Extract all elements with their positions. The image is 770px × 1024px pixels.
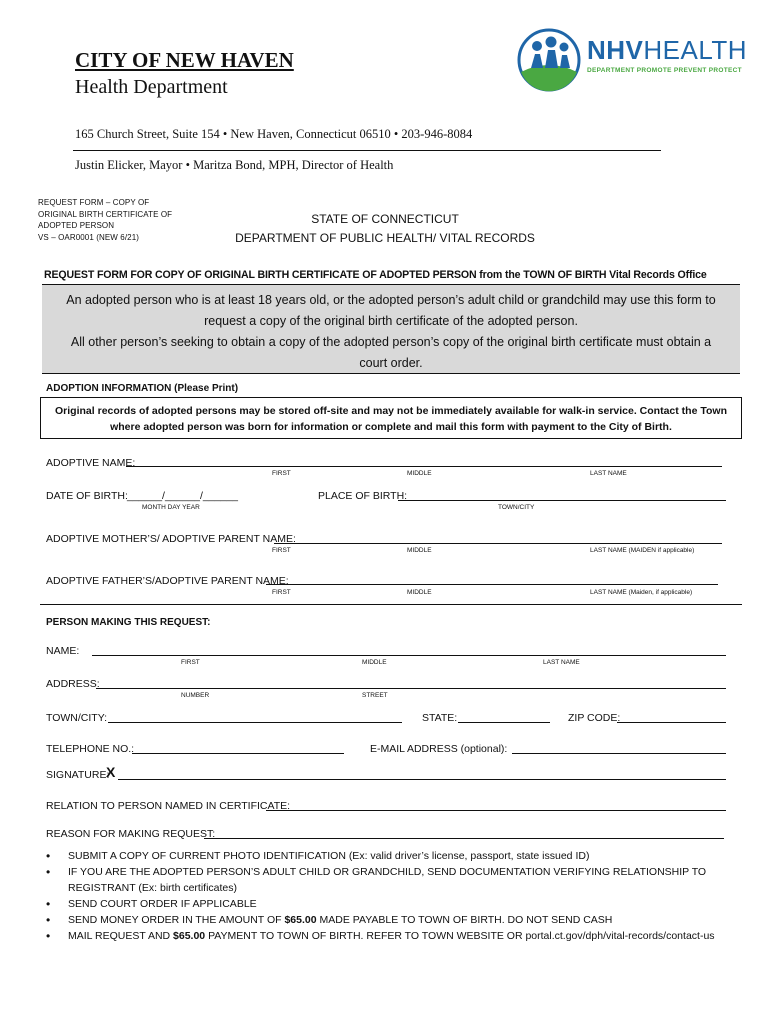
- form-meta-line: ORIGINAL BIRTH CERTIFICATE OF: [38, 209, 173, 219]
- date-of-birth-field[interactable]: ______/______/______: [127, 490, 238, 502]
- instruction-item: • SUBMIT A COPY OF CURRENT PHOTO IDENTIFICATION (Ex: valid driver’s license, passport, state issued ID): [46, 848, 746, 864]
- requester-zip-label: ZIP CODE:: [568, 712, 621, 724]
- logo-emblem-icon: [515, 28, 585, 92]
- requester-phone-field[interactable]: [132, 753, 344, 754]
- adoptive-mother-field[interactable]: [274, 543, 722, 544]
- address-number-sub: NUMBER: [181, 692, 210, 699]
- father-first-sub: FIRST: [272, 589, 291, 596]
- requester-town-field[interactable]: [108, 722, 402, 723]
- mother-last-sub: LAST NAME (MAIDEN if applicable): [590, 547, 695, 554]
- money-order-text-end: MADE PAYABLE TO TOWN OF BIRTH. DO NOT SEND CASH: [316, 914, 613, 926]
- mail-request-text: MAIL REQUEST AND: [68, 930, 174, 942]
- father-last-sub: LAST NAME (Maiden, if applicable): [590, 589, 693, 596]
- city-name: CITY OF NEW HAVEN: [75, 48, 294, 72]
- notice-box: [42, 284, 740, 374]
- requester-state-label: STATE:: [422, 712, 458, 724]
- adoption-info-box: Original records of adopted persons may be stored off-site and may not be immediately available for walk-in service. Contact the Town where adopted person was born for information or complete and mail this form with payment to the City of Birth.: [40, 397, 742, 439]
- adoptive-father-label: ADOPTIVE FATHER’S/ADOPTIVE PARENT NAME:: [46, 575, 289, 587]
- instruction-item: [46, 912, 746, 928]
- instruction-item: • IF YOU ARE THE ADOPTED PERSON’S ADULT CHILD OR GRANDCHILD, SEND DOCUMENTATION VERIFYING RELATIONSHIP TO REGISTRANT (Ex: birth certificates): [46, 864, 746, 896]
- mail-request-text-end: PAYMENT TO TOWN OF BIRTH. REFER TO TOWN WEBSITE OR portal.ct.gov/dph/vital-records/contact-us: [205, 930, 715, 942]
- form-meta-line: REQUEST FORM – COPY OF: [38, 198, 150, 207]
- state-heading-line1: STATE OF CONNECTICUT: [311, 212, 459, 226]
- requester-last-sub: LAST NAME: [543, 659, 580, 666]
- requester-heading: PERSON MAKING THIS REQUEST:: [46, 617, 211, 628]
- requester-first-sub: FIRST: [181, 659, 200, 666]
- adoptive-name-label: ADOPTIVE NAME:: [46, 457, 136, 469]
- place-of-birth-sub: TOWN/CITY: [498, 504, 535, 511]
- mother-middle-sub: MIDDLE: [407, 547, 432, 554]
- section-divider: [40, 604, 742, 605]
- requester-name-label: NAME:: [46, 645, 80, 657]
- requester-name-field[interactable]: [92, 655, 726, 656]
- form-meta-line: ADOPTED PERSON: [38, 221, 115, 230]
- state-heading: [200, 210, 570, 248]
- requester-email-field[interactable]: [512, 753, 726, 754]
- form-meta: [38, 197, 172, 243]
- notice-paragraph-2: All other person’s seeking to obtain a copy of the adopted person’s copy of the original birth certificate must obtain a court order.: [70, 335, 712, 370]
- requester-email-label: E-MAIL ADDRESS (optional):: [370, 743, 508, 755]
- notice-paragraph-1: An adopted person who is at least 18 years old, or the adopted person’s adult child or grandchild may use this form to request a copy of the original birth certificate of the adopted person.: [66, 293, 716, 328]
- header-officials: Justin Elicker, Mayor • Maritza Bond, MPH, Director of Health: [75, 158, 394, 172]
- logo-name-light: HEALTH: [643, 35, 748, 65]
- money-order-text: SEND MONEY ORDER IN THE AMOUNT OF: [68, 914, 285, 926]
- requester-address-label: ADDRESS:: [46, 678, 100, 690]
- address-street-sub: STREET: [362, 692, 388, 699]
- nhv-health-logo: [515, 28, 755, 92]
- money-order-amount: $65.00: [284, 914, 317, 926]
- adoptive-middle-sub: MIDDLE: [407, 470, 432, 477]
- requester-state-field[interactable]: [458, 722, 550, 723]
- instructions-list: [46, 848, 746, 944]
- requester-address-field[interactable]: [96, 688, 726, 689]
- reason-label: REASON FOR MAKING REQUEST:: [46, 828, 216, 840]
- relation-label: RELATION TO PERSON NAMED IN CERTIFICATE:: [46, 800, 291, 812]
- reason-field[interactable]: [204, 838, 724, 839]
- adoption-info-heading: ADOPTION INFORMATION (Please Print): [46, 383, 239, 394]
- date-of-birth-label: DATE OF BIRTH:: [46, 490, 128, 502]
- requester-phone-label: TELEPHONE NO.:: [46, 743, 135, 755]
- logo-tagline: DEPARTMENT PROMOTE PREVENT PROTECT: [587, 67, 742, 74]
- department-name: Health Department: [75, 76, 228, 98]
- mail-request-amount: $65.00: [173, 930, 206, 942]
- header-divider: [73, 150, 661, 151]
- adoptive-name-field[interactable]: [126, 466, 722, 467]
- requester-zip-field[interactable]: [617, 722, 726, 723]
- signature-field[interactable]: [118, 779, 726, 780]
- adoptive-last-sub: LAST NAME: [590, 470, 627, 477]
- form-meta-line: VS – OAR0001 (NEW 6/21): [38, 232, 140, 242]
- place-of-birth-field[interactable]: [398, 500, 726, 501]
- date-of-birth-sub: MONTH DAY YEAR: [142, 504, 200, 511]
- form-title: REQUEST FORM FOR COPY OF ORIGINAL BIRTH CERTIFICATE OF ADOPTED PERSON from the TOWN OF BIRTH Vital Records Office: [44, 269, 707, 281]
- instruction-item: [46, 928, 746, 944]
- adoptive-mother-label: ADOPTIVE MOTHER’S/ ADOPTIVE PARENT NAME:: [46, 533, 296, 545]
- signature-label: SIGNATURE:: [46, 769, 110, 781]
- signature-mark: X: [106, 764, 116, 780]
- header-address: 165 Church Street, Suite 154 • New Haven, Connecticut 06510 • 203-946-8084: [75, 127, 473, 141]
- father-middle-sub: MIDDLE: [407, 589, 432, 596]
- requester-town-label: TOWN/CITY:: [46, 712, 108, 724]
- logo-name-bold: NHV: [587, 35, 644, 65]
- relation-field[interactable]: [266, 810, 726, 811]
- adoptive-first-sub: FIRST: [272, 470, 291, 477]
- state-heading-line2: DEPARTMENT OF PUBLIC HEALTH/ VITAL RECORDS: [235, 231, 535, 245]
- adoptive-father-field[interactable]: [266, 584, 718, 585]
- place-of-birth-label: PLACE OF BIRTH:: [318, 490, 408, 502]
- mother-first-sub: FIRST: [272, 547, 291, 554]
- instruction-item: • SEND COURT ORDER IF APPLICABLE: [46, 896, 746, 912]
- requester-middle-sub: MIDDLE: [362, 659, 387, 666]
